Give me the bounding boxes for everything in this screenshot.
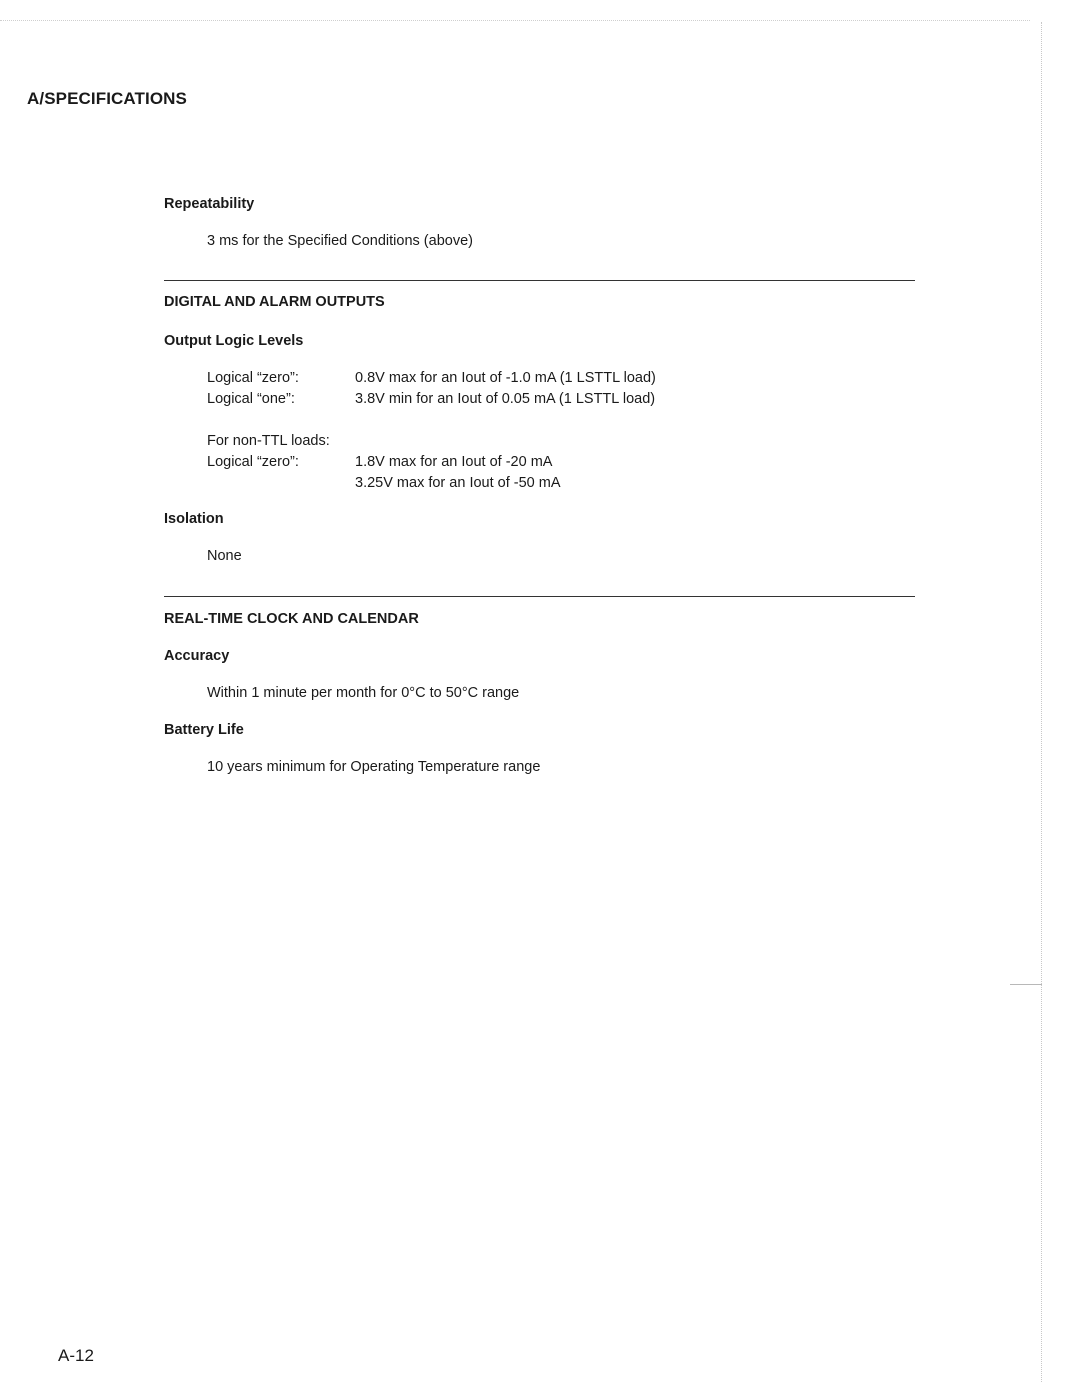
section-divider <box>164 280 915 281</box>
repeatability-text: 3 ms for the Specified Conditions (above) <box>207 233 473 249</box>
top-border <box>0 20 1030 21</box>
section-divider <box>164 596 915 597</box>
page-edge <box>1041 22 1042 1382</box>
logic-zero-label: Logical “zero”: <box>207 370 299 386</box>
battery-heading: Battery Life <box>164 722 244 738</box>
non-ttl-zero-value-2: 3.25V max for an Iout of -50 mA <box>355 475 561 491</box>
accuracy-heading: Accuracy <box>164 648 230 664</box>
isolation-text: None <box>207 548 242 564</box>
chapter-title: A/SPECIFICATIONS <box>27 89 187 108</box>
edge-tick <box>1010 984 1042 985</box>
accuracy-text: Within 1 minute per month for 0°C to 50°C range <box>207 685 520 701</box>
rtc-heading: REAL-TIME CLOCK AND CALENDAR <box>164 611 419 627</box>
isolation-heading: Isolation <box>164 511 224 527</box>
battery-text: 10 years minimum for Operating Temperature range <box>207 759 541 775</box>
non-ttl-zero-label: Logical “zero”: <box>207 454 299 470</box>
non-ttl-label: For non-TTL loads: <box>207 433 330 449</box>
logic-one-label: Logical “one”: <box>207 391 295 407</box>
output-logic-heading: Output Logic Levels <box>164 333 304 349</box>
digital-alarm-heading: DIGITAL AND ALARM OUTPUTS <box>164 294 385 310</box>
non-ttl-zero-value: 1.8V max for an Iout of -20 mA <box>355 454 553 470</box>
logic-one-value: 3.8V min for an Iout of 0.05 mA (1 LSTTL load) <box>355 391 656 407</box>
repeatability-heading: Repeatability <box>164 196 255 212</box>
logic-zero-value: 0.8V max for an Iout of -1.0 mA (1 LSTTL load) <box>355 370 656 386</box>
page-number: A-12 <box>58 1346 94 1365</box>
